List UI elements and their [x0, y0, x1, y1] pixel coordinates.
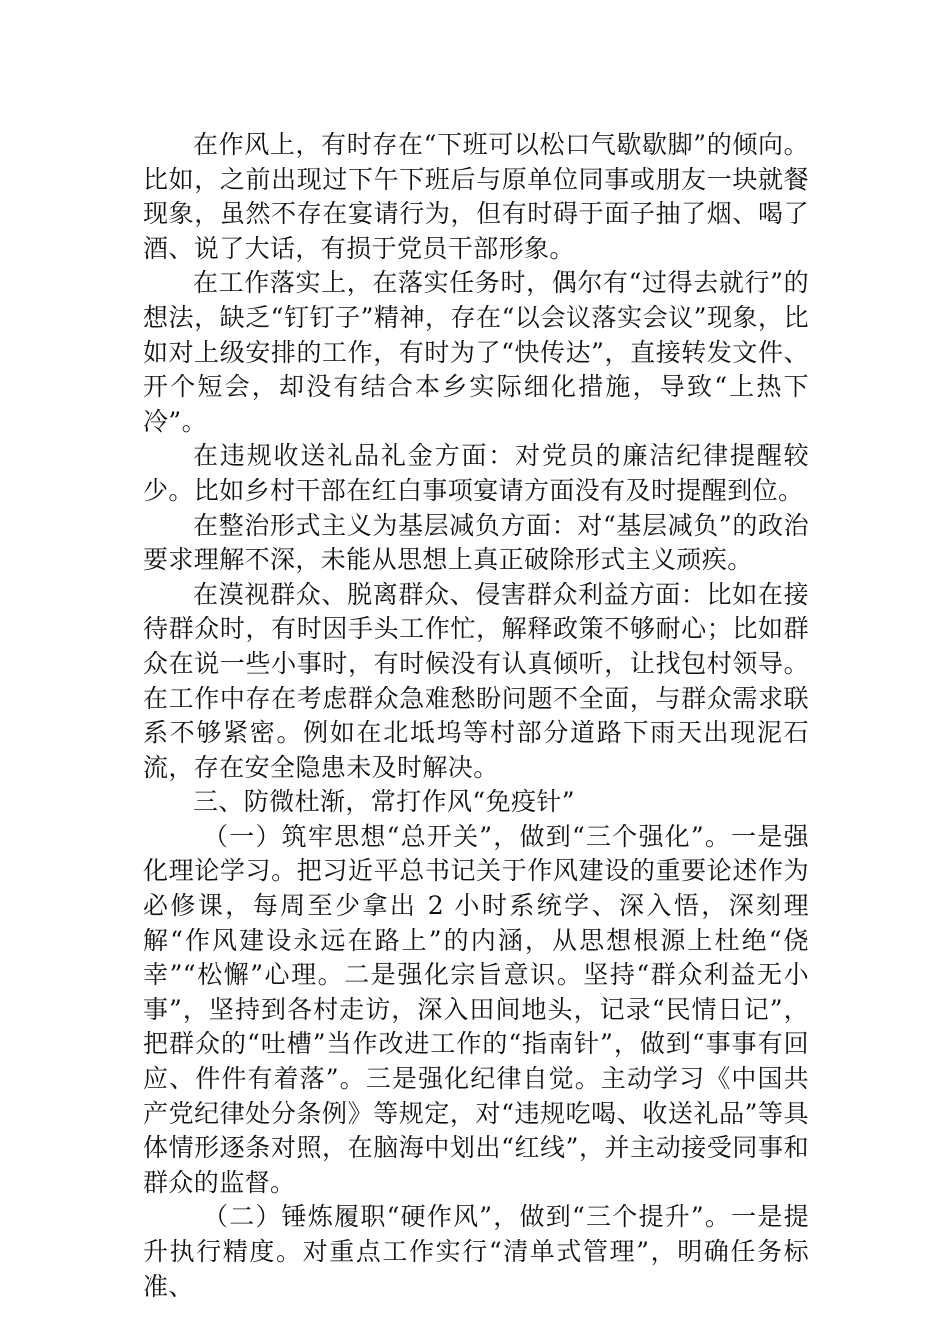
document-page: [143, 128, 809, 1304]
paragraph-formalism: 在整治形式主义为基层减负方面：对“基层减负”的政治要求理解不深，未能从思想上真正破除形式主义顽疾。: [143, 510, 809, 575]
paragraph-work-implementation: 在工作落实上，在落实任务时，偶尔有“过得去就行”的想法，缺乏“钉钉子”精神，存在“以会议落实会议”现象，比如对上级安排的工作，有时为了“快传达”，直接转发文件、开个短会，却没有结合本乡实际细化措施，导致“上热下冷”。: [143, 268, 809, 436]
paragraph-masses: 在漠视群众、脱离群众、侵害群众利益方面：比如在接待群众时，有时因手头工作忙，解释政策不够耐心；比如群众在说一些小事时，有时候没有认真倾听，让找包村领导。在工作中存在考虑群众急难愁盼问题不全面，与群众需求联系不够紧密。例如在北坻坞等村部分道路下雨天出现泥石流，存在安全隐患未及时解决。: [143, 579, 809, 782]
section-heading: 三、防微杜渐，常打作风“免疫针”: [193, 787, 575, 817]
paragraph-work-style: 在作风上，有时存在“下班可以松口气歇歇脚”的倾向。比如，之前出现过下午下班后与原单位同事或朋友一块就餐现象，虽然不存在宴请行为，但有时碍于面子抽了烟、喝了酒、说了大话，有损于党员干部形象。: [143, 130, 809, 263]
paragraph-gifts: 在违规收送礼品礼金方面：对党员的廉洁纪律提醒较少。比如乡村干部在红白事项宴请方面没有及时提醒到位。: [143, 441, 809, 505]
paragraph-subsection-1: （一）筑牢思想“总开关”，做到“三个强化”。一是强化理论学习。把习近平总书记关于作风建设的重要论述作为必修课，每周至少拿出 2 小时系统学、深入悟，深刻理解“作风建设永远在路上”的内涵，从思想根源上杜绝“侥幸”“松懈”心理。二是强化宗旨意识。坚持“群众利益无小事”，坚持到各村走访，深入田间地头，记录“民情日记”，把群众的“吐槽”当作改进工作的“指南针”，做到“事事有回应、件件有着落”。三是强化纪律自觉。主动学习《中国共产党纪律处分条例》等规定，对“违规吃喝、收送礼品”等具体情形逐条对照，在脑海中划出“红线”，并主动接受同事和群众的监督。: [143, 821, 809, 1197]
paragraph-subsection-2: （二）锤炼履职“硬作风”，做到“三个提升”。一是提升执行精度。对重点工作实行“清单式管理”，明确任务标准、: [143, 1202, 809, 1301]
